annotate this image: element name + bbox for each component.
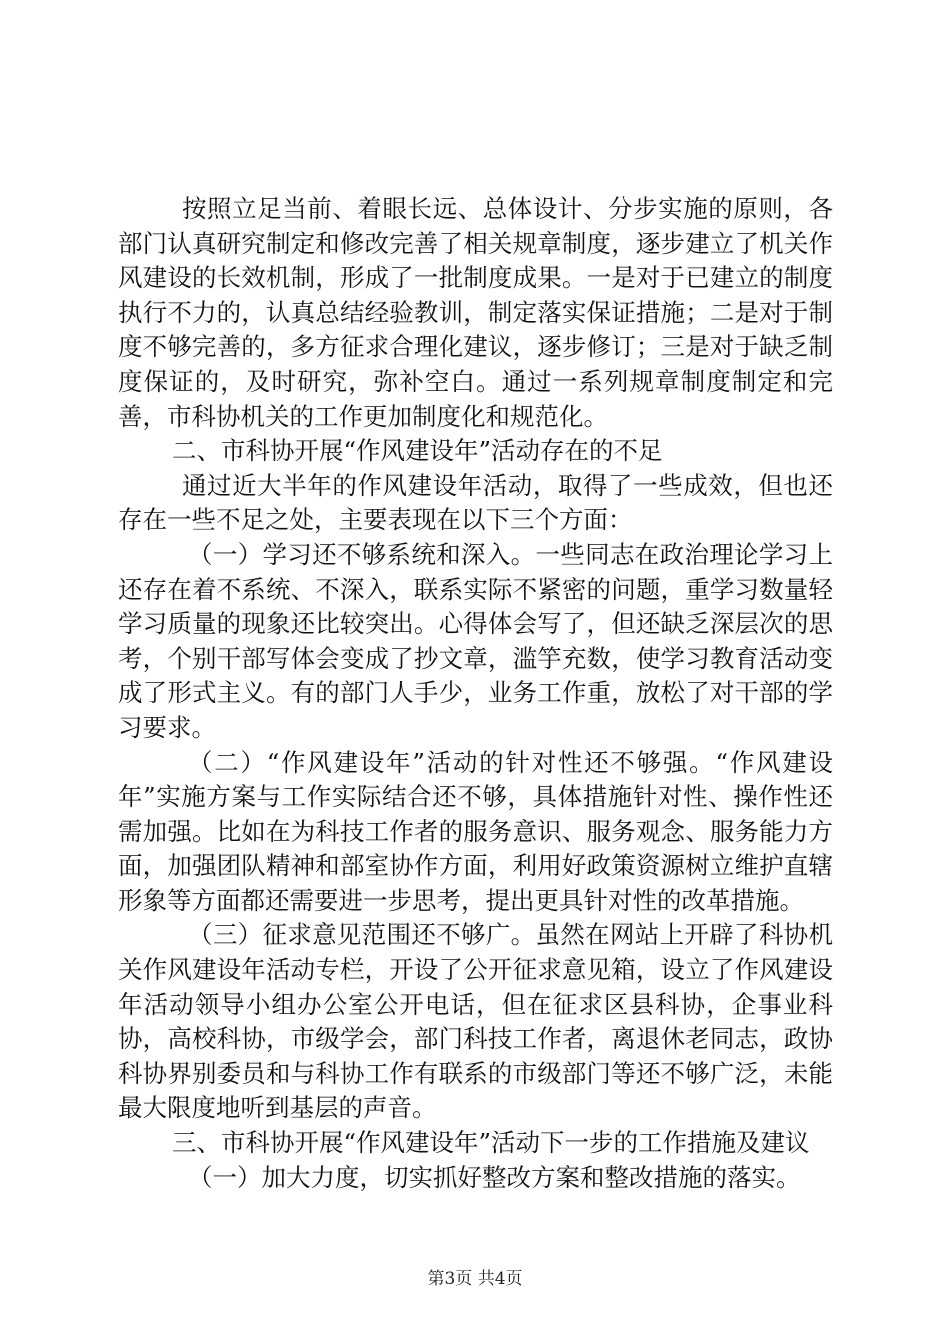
document-body: [118, 192, 833, 1195]
page-number-footer: 第3页 共4页: [427, 1269, 523, 1289]
section-heading-next-steps: 三、市科协开展“作风建设年”活动下一步的工作措施及建议: [172, 1128, 810, 1158]
paragraph-shortcoming-1: （一）学习还不够系统和深入。一些同志在政治理论学习上还存在着不系统、不深入，联系实际不紧密的问题，重学习数量轻学习质量的现象还比较突出。心得体会写了，但还缺乏深层次的思考，个别干部写体会变成了抄文章，滥竽充数，使学习教育活动变成了形式主义。有的部门人手少，业务工作重，放松了对干部的学习要求。: [118, 539, 833, 742]
paragraph-next-step-1: （一）加大力度，切实抓好整改方案和整改措施的落实。: [188, 1162, 801, 1192]
paragraph-shortcoming-2: （二）“作风建设年”活动的针对性还不够强。“作风建设年”实施方案与工作实际结合还不够，具体措施针对性、操作性还需加强。比如在为科技工作者的服务意识、服务观念、服务能力方面，加强团队精神和部室协作方面，利用好政策资源树立维护直辖形象等方面都还需要进一步思考，提出更具针对性的改革措施。: [118, 747, 833, 915]
paragraph-shortcomings-intro: 通过近大半年的作风建设年活动，取得了一些成效，但也还存在一些不足之处，主要表现在以下三个方面：: [118, 470, 833, 535]
paragraph-institution-building: 按照立足当前、着眼长远、总体设计、分步实施的原则，各部门认真研究制定和修改完善了相关规章制度，逐步建立了机关作风建设的长效机制，形成了一批制度成果。一是对于已建立的制度执行不力的，认真总结经验教训，制定落实保证措施；二是对于制度不够完善的，多方征求合理化建议，逐步修订；三是对于缺乏制度保证的，及时研究，弥补空白。通过一系列规章制度制定和完善，市科协机关的工作更加制度化和规范化。: [118, 194, 833, 431]
section-heading-shortcomings: 二、市科协开展“作风建设年”活动存在的不足: [172, 436, 663, 466]
paragraph-shortcoming-3: （三）征求意见范围还不够广。虽然在网站上开辟了科协机关作风建设年活动专栏，开设了公开征求意见箱，设立了作风建设年活动领导小组办公室公开电话，但在征求区县科协，企事业科协，高校科协，市级学会，部门科技工作者，离退休老同志，政协科协界别委员和与科协工作有联系的市级部门等还不够广泛，未能最大限度地听到基层的声音。: [118, 920, 833, 1123]
